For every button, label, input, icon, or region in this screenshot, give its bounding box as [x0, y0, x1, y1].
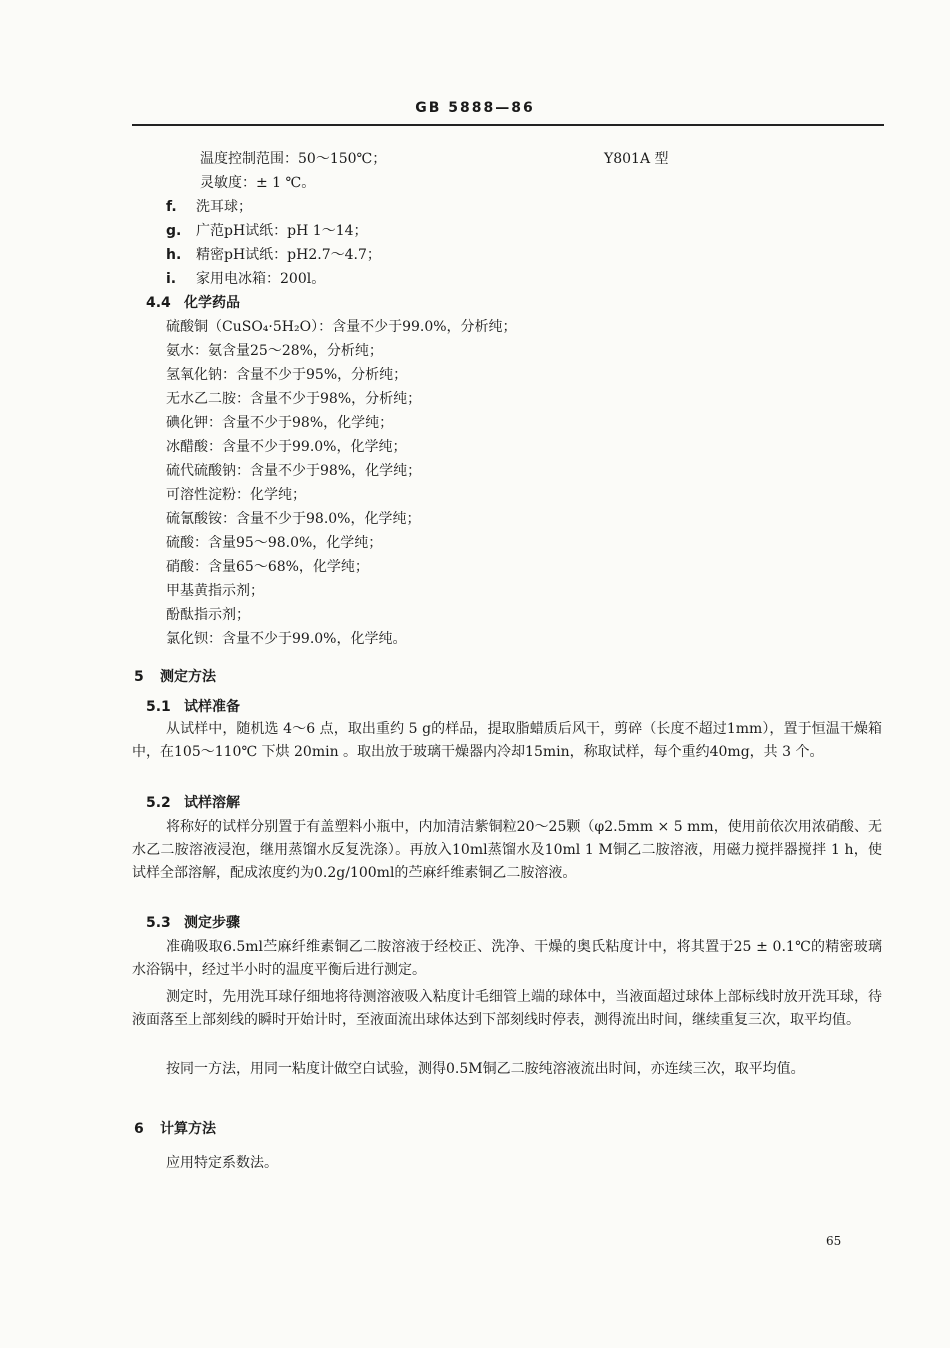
- item-text: 家用电冰箱：200l。: [196, 271, 326, 287]
- section-5-3-para-2: 测定时，先用洗耳球仔细地将待测溶液吸入粘度计毛细管上端的球体中，当液面超过球体上部标线时放开洗耳球，待液面落至上部刻线的瞬时开始计时，至液面流出球体达到下部刻线时停表，测得流出时间，继续重复三次，取平均值。: [132, 989, 882, 1028]
- section-6-heading: [134, 1120, 216, 1138]
- section-title: 测定方法: [160, 669, 216, 685]
- section-5-1-text: 从试样中，随机选 4～6 点，取出重约 5 g的样品，提取脂蜡质后风干，剪碎（长度不超过1mm），置于恒温干燥箱中，在105～110℃ 下烘 20min 。取出放于玻璃干燥器内冷却15min，称取试样，每个重约40mg，共 3 个。: [132, 721, 882, 760]
- section-title: 计算方法: [160, 1121, 216, 1137]
- chemical-item: 硫氰酸铵：含量不少于98.0%，化学纯；: [166, 511, 421, 527]
- chemical-item: 氢氧化钠：含量不少于95%，分析纯；: [166, 367, 408, 383]
- chemical-item: 冰醋酸：含量不少于99.0%，化学纯；: [166, 439, 407, 455]
- section-number: 6: [134, 1121, 144, 1137]
- section-title: 试样准备: [184, 699, 240, 715]
- page-number: 65: [826, 1234, 842, 1248]
- section-5-2-heading: [146, 794, 240, 812]
- section-5-3-heading: [146, 914, 240, 932]
- section-number: 5.1: [146, 699, 171, 715]
- equipment-item: [166, 198, 252, 216]
- section-number: 5.3: [146, 915, 171, 931]
- chemical-item: 氨水：氨含量25～28%，分析纯；: [166, 343, 383, 359]
- item-label: g.: [166, 223, 182, 239]
- section-5-2-text: 将称好的试样分别置于有盖塑料小瓶中，内加清洁紫铜粒20～25颗（φ2.5mm × 5 mm，使用前依次用浓硝酸、无水乙二胺溶液浸泡，继用蒸馏水反复洗涤）。再放入10ml蒸馏水及10ml 1 M铜乙二胺溶液，用磁力搅拌器搅拌 1 h，使试样全部溶解，配成浓度约为0.2g/100ml的苎麻纤维素铜乙二胺溶液。: [132, 819, 882, 881]
- chemical-item: 无水乙二胺：含量不少于98%，分析纯；: [166, 391, 422, 407]
- section-5-1-heading: [146, 698, 240, 716]
- chemical-item: 硫代硫酸钠：含量不少于98%，化学纯；: [166, 463, 422, 479]
- section-5-3-para-3: 按同一方法，用同一粘度计做空白试验，测得0.5M铜乙二胺纯溶液流出时间，亦连续三次，取平均值。: [166, 1061, 805, 1077]
- item-text: 广范pH试纸：pH 1～14；: [196, 223, 368, 239]
- temp-range-text: 温度控制范围：50～150℃；: [200, 151, 387, 167]
- section-5-heading: [134, 668, 216, 686]
- header-rule: [132, 124, 884, 126]
- item-text: 洗耳球；: [196, 199, 252, 215]
- equipment-item: [166, 222, 368, 240]
- chemical-item: 可溶性淀粉：化学纯；: [166, 487, 306, 503]
- section-5-3-para-1: 准确吸取6.5ml苎麻纤维素铜乙二胺溶液于经校正、洗净、干燥的奥氏粘度计中，将其置于25 ± 0.1℃的精密玻璃水浴锅中，经过半小时的温度平衡后进行测定。: [132, 939, 882, 978]
- chemical-item: 硫酸：含量95～98.0%，化学纯；: [166, 535, 383, 551]
- chemical-item: 硝酸：含量65～68%，化学纯；: [166, 559, 369, 575]
- chemical-item: 氯化钡：含量不少于99.0%，化学纯。: [166, 631, 407, 647]
- chemical-item: 酚酞指示剂；: [166, 607, 250, 623]
- chemical-item: 碘化钾：含量不少于98%，化学纯；: [166, 415, 394, 431]
- chemical-item: 硫酸铜（CuSO₄·5H₂O）：含量不少于99.0%，分析纯；: [166, 319, 517, 335]
- section-number: 5: [134, 669, 144, 685]
- section-title: 试样溶解: [184, 795, 240, 811]
- chemical-item: 甲基黄指示剂；: [166, 583, 264, 599]
- section-title: 测定步骤: [184, 915, 240, 931]
- equipment-item: [166, 246, 381, 264]
- sensitivity-text: 灵敏度：± 1 ℃。: [200, 175, 316, 191]
- item-label: i.: [166, 271, 177, 287]
- item-label: h.: [166, 247, 182, 263]
- section-number: 4.4: [146, 295, 171, 311]
- standard-code-header: GB 5888—86: [415, 100, 535, 116]
- section-title: 化学药品: [184, 295, 240, 311]
- section-6-text: 应用特定系数法。: [166, 1155, 278, 1171]
- section-number: 5.2: [146, 795, 171, 811]
- model-text: Y801A 型: [604, 151, 669, 167]
- item-text: 精密pH试纸：pH2.7～4.7；: [196, 247, 381, 263]
- item-label: f.: [166, 199, 177, 215]
- section-4-4-heading: [146, 294, 240, 312]
- equipment-item: [166, 270, 325, 288]
